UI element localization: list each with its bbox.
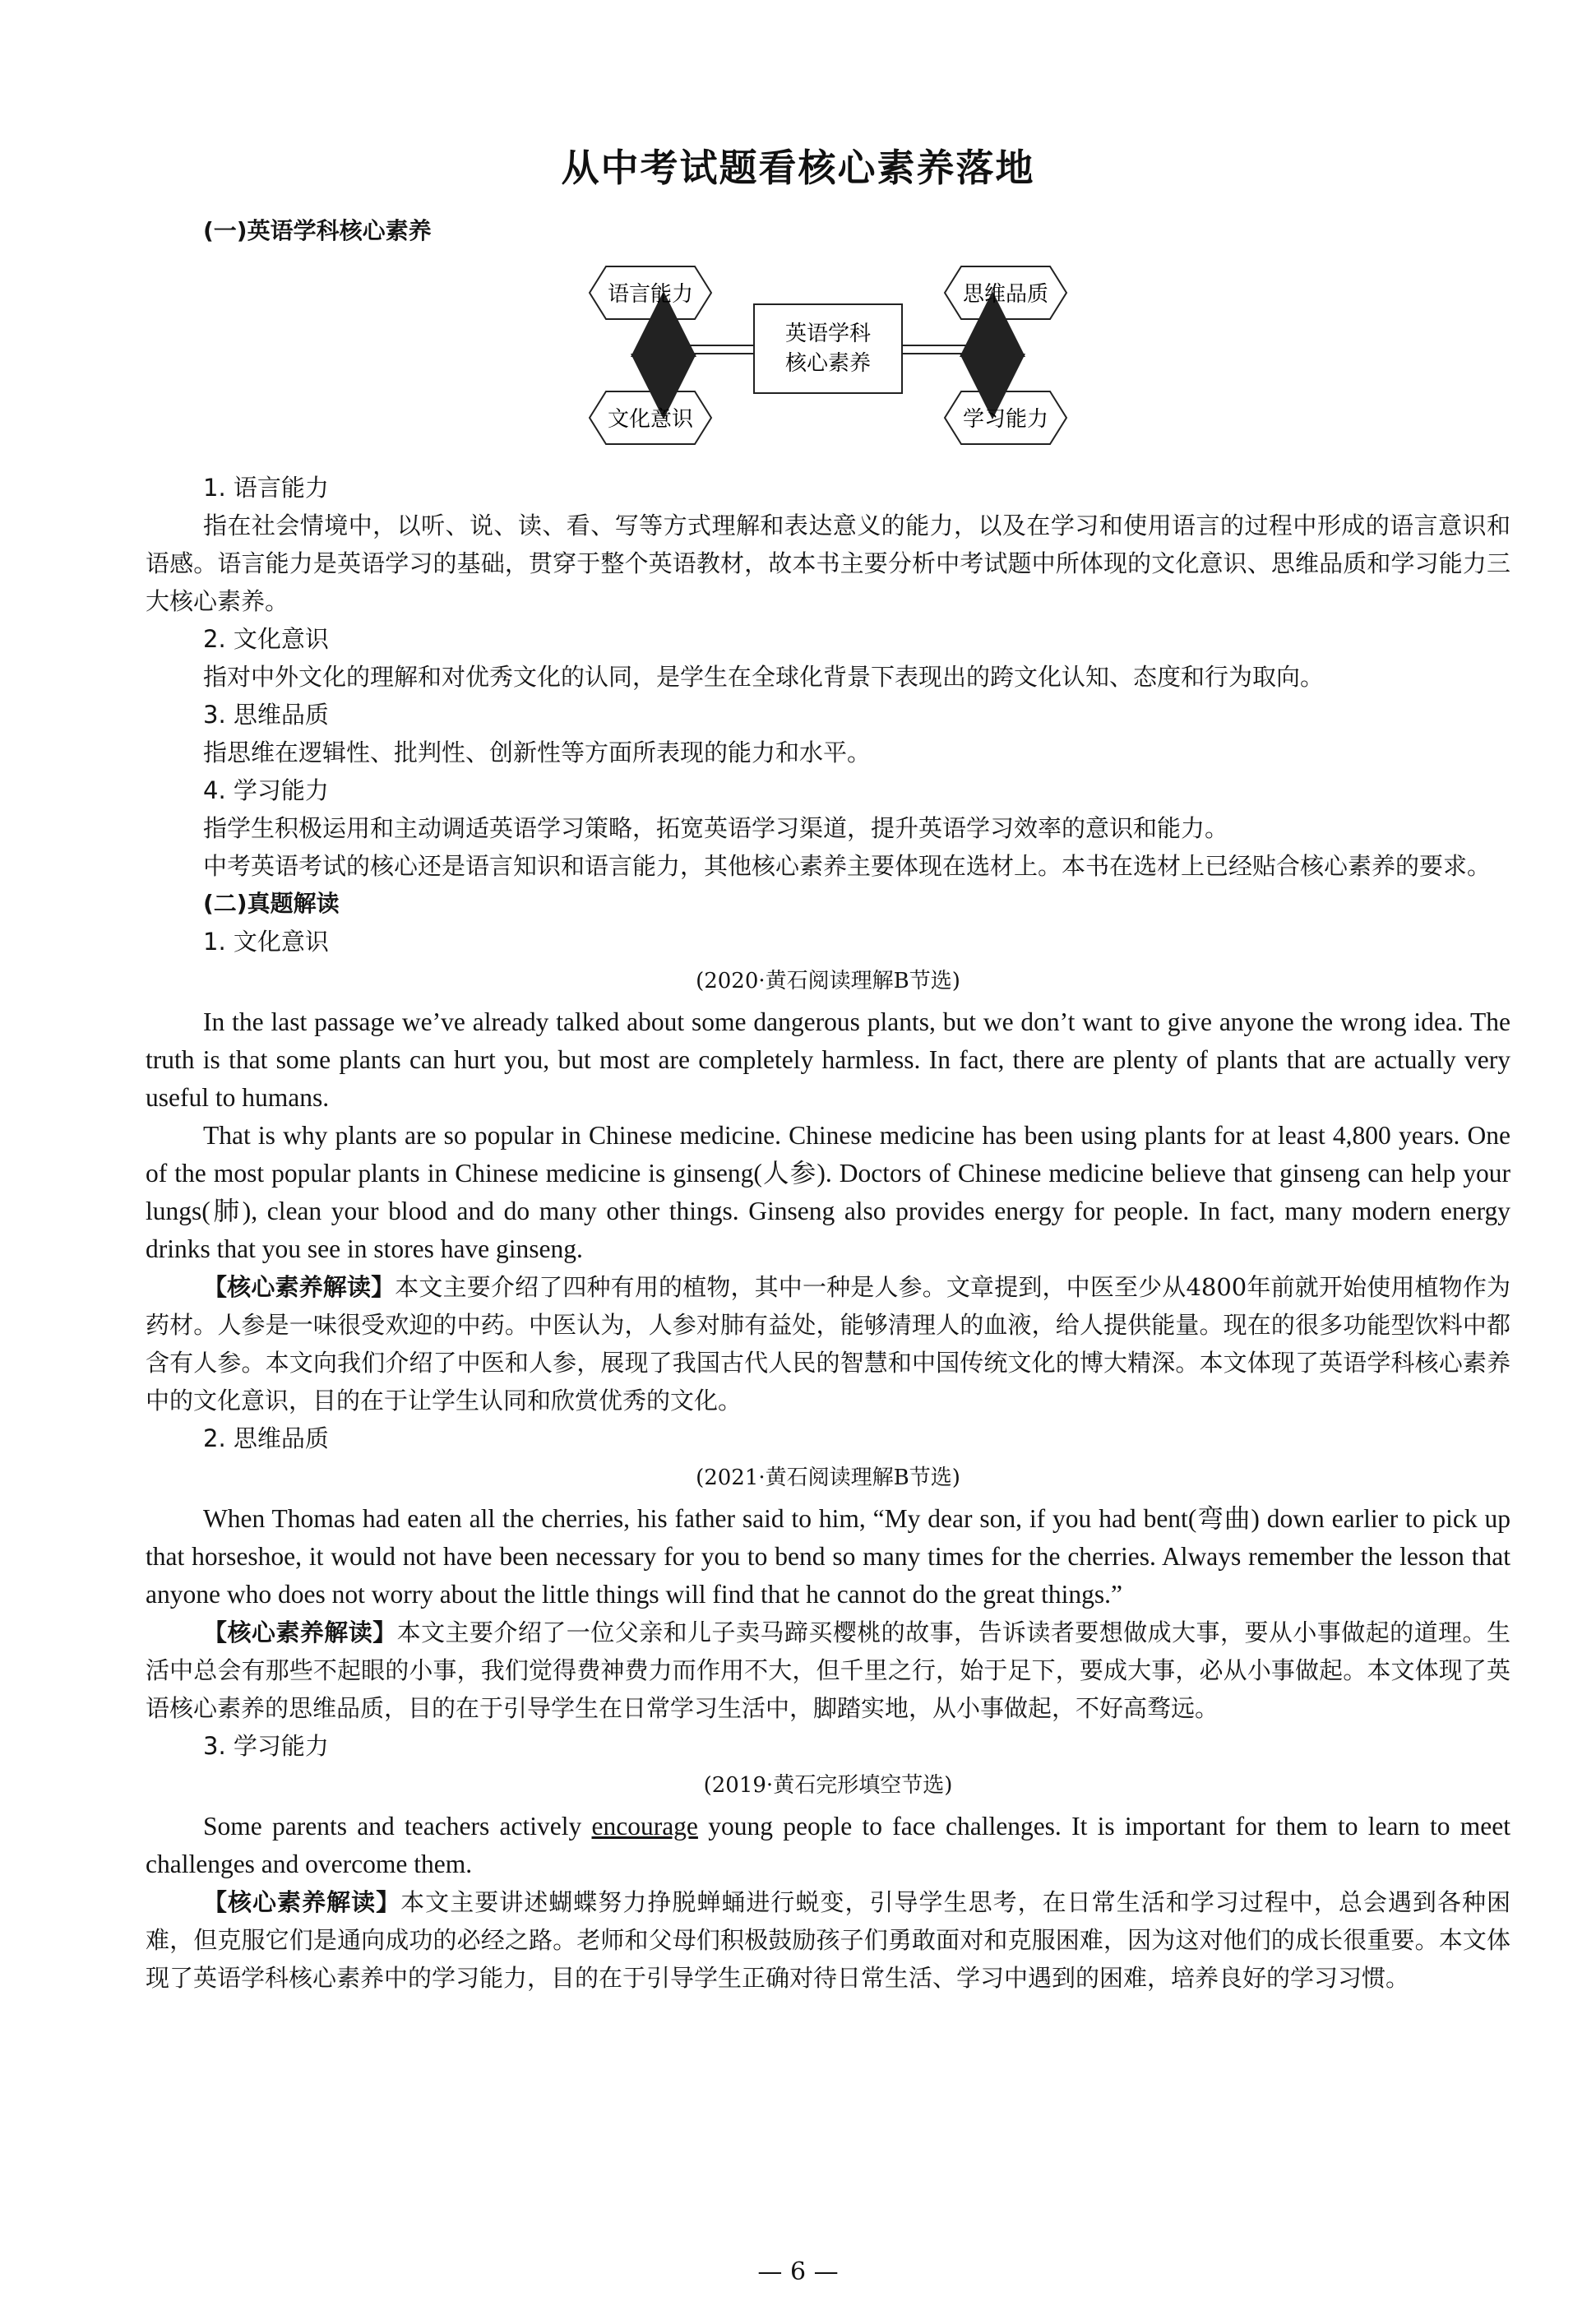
label-center-line2: 核心素养 [784,351,872,376]
item-text: 指在社会情境中，以听、说、读、看、写等方式理解和表达意义的能力，以及在学习和使用语言的过程中形成的语言意识和语感。语言能力是英语学习的基础，贯穿于整个英语教材，故本书主要分析中考试题中所体现的文化意识、思维品质和学习能力三大核心素养。 [146,512,1510,615]
exam-source: (2020·黄石阅读理解B节选) [696,969,960,993]
passage-post: young people to face challenges. It is important for them to learn to meet challenges and overcome them. [146,1812,1510,1878]
exam-source: (2021·黄石阅读理解B节选) [696,1466,960,1490]
english-passage [146,1808,1510,1883]
literacy-item-1 [146,469,1510,620]
center-box [754,304,902,393]
right-connector [902,326,997,385]
interpretation [146,1883,1510,1997]
interpretation-text: 本文主要介绍了四种有用的植物，其中一种是人参。文章提到，中医至少从4800年前就开始使用植物作为药材。人参是一味很受欢迎的中药。中医认为，人参对肺有益处，能够清理人的血液，给人提供能量。现在的很多功能型饮料中都含有人参。本文向我们介绍了中医和人参，展现了我国古代人民的智慧和中国传统文化的博大精深。本文体现了英语学科核心素养中的文化意识，目的在于让学生认同和欣赏优秀的文化。 [146,1273,1510,1415]
interpretation-tag: 【核心素养解读】 [203,1618,397,1646]
label-language-ability: 语言能力 [607,282,694,307]
section1-summary: 中考英语考试的核心还是语言知识和语言能力，其他核心素养主要体现在选材上。本书在选材上已经贴合核心素养的要求。 [203,852,1492,880]
item-text: 指学生积极运用和主动调适英语学习策略，拓宽英语学习渠道，提升英语学习效率的意识和能力。 [203,814,1229,842]
label-thinking-quality: 思维品质 [962,282,1049,307]
exam-item-1 [146,923,1510,1419]
exam-item-3 [146,1727,1510,1997]
item-text: 指思维在逻辑性、批判性、创新性等方面所表现的能力和水平。 [203,739,872,766]
english-passage: When Thomas had eaten all the cherries, his father said to him, “My dear son, if you had bent(弯曲) down earlier to pick up that horseshoe, it would not have been necessary for you to bend so many times for the cherries. Always remember the lesson that anyone who does not worry about the little things will find that he cannot do the great things.” [146,1504,1510,1609]
exam-item-heading: 3. 学习能力 [203,1732,329,1760]
label-cultural-awareness: 文化意识 [607,407,694,432]
label-center-line1: 英语学科 [784,322,872,346]
passage-pre: Some parents and teachers actively [203,1812,592,1841]
item-heading: 2. 文化意识 [203,625,329,653]
exam-source: (2019·黄石完形填空节选) [703,1773,953,1798]
interpretation-text: 本文主要讲述蝴蝶努力挣脱蝉蛹进行蜕变，引导学生思考，在日常生活和学习过程中，总会遇到各种困难，但克服它们是通向成功的必经之路。老师和父母们积极鼓励孩子们勇敢面对和克服困难，因为这对他们的成长很重要。本文体现了英语学科核心素养中的学习能力，目的在于引导学生正确对待日常生活、学习中遇到的困难，培养良好的学习习惯。 [146,1888,1510,1992]
interpretation-tag: 【核心素养解读】 [203,1273,396,1301]
page-title: 从中考试题看核心素养落地 [561,146,1035,190]
passage-underlined-word: encourage [591,1812,698,1841]
exam-item-heading: 2. 思维品质 [203,1424,329,1452]
section1-heading: (一)英语学科核心素养 [203,217,432,244]
left-connector [659,326,754,385]
english-passage: That is why plants are so popular in Chinese medicine. Chinese medicine has been using plants for at least 4,800 years. One of the most popular plants in Chinese medicine is ginseng(人参). Doctors of Chinese medicine believe that ginseng can help your lungs(肺), clean your blood and do many other things. Ginseng also provides energy for people. In fact, many modern energy drinks that you see in stores have ginseng. [146,1121,1510,1263]
english-passage: In the last passage we’ve already talked about some dangerous plants, but we don’t want to give anyone the wrong idea. The truth is that some plants can hurt you, but most are completely harmless. In fact, there are plenty of plants that are actually very useful to humans. [146,1007,1510,1112]
interpretation [146,1268,1510,1419]
interpretation [146,1614,1510,1727]
item-heading: 4. 学习能力 [203,776,329,804]
item-heading: 1. 语言能力 [203,474,329,502]
item-text: 指对中外文化的理解和对优秀文化的认同，是学生在全球化背景下表现出的跨文化认知、态度和行为取向。 [203,663,1325,691]
interpretation-text: 本文主要介绍了一位父亲和儿子卖马蹄买樱桃的故事，告诉读者要想做成大事，要从小事做起的道理。生活中总会有那些不起眼的小事，我们觉得费神费力而作用不大，但千里之行，始于足下，要成大事，必从小事做起。本文体现了英语核心素养的思维品质，目的在于引导学生在日常学习生活中，脚踏实地，从小事做起，不好高骛远。 [146,1618,1510,1722]
section2-heading: (二)真题解读 [203,890,340,917]
label-learning-ability: 学习能力 [962,407,1049,432]
literacy-item-3 [146,696,1510,771]
literacy-item-2 [146,620,1510,696]
item-heading: 3. 思维品质 [203,701,329,729]
exam-item-2 [146,1419,1510,1727]
exam-item-heading: 1. 文化意识 [203,928,329,956]
content [146,212,1510,1997]
core-literacy-diagram [146,253,1510,469]
diagram-svg [581,253,1075,469]
page-number: — 6 — [757,2257,839,2286]
literacy-item-4 [146,771,1510,847]
interpretation-tag: 【核心素养解读】 [203,1888,401,1916]
